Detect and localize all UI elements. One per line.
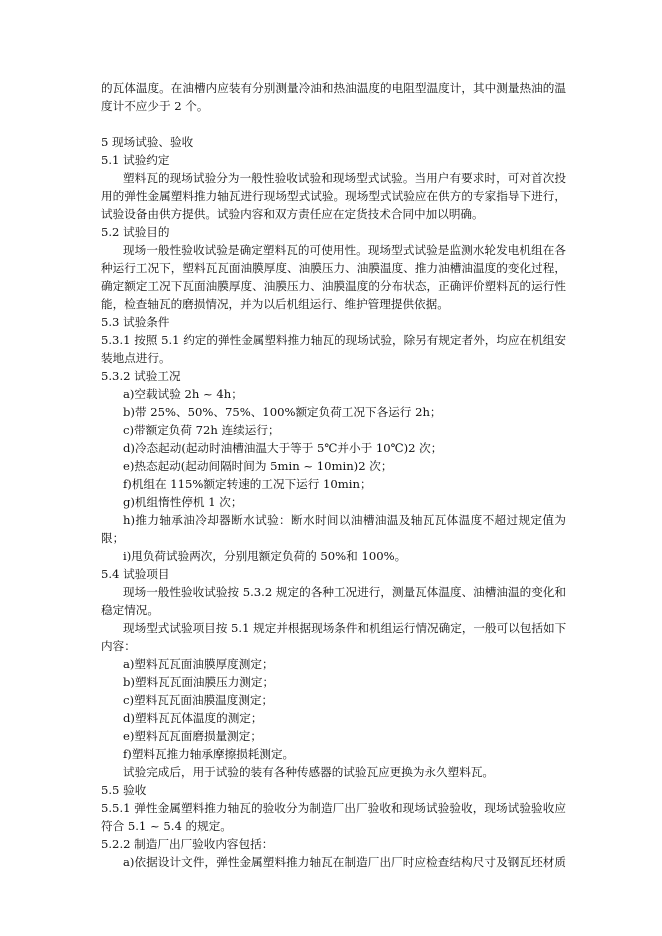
list-item: e)热态起动(起动间隔时间为 5min ~ 10min)2 次； (123, 459, 393, 473)
text-line: 用的弹性金属塑料推力轴瓦进行现场型式试验。现场型式试验应在供方的专家指导下进行， (101, 189, 566, 203)
text-line: 装地点进行。 (101, 351, 171, 365)
section-heading: 5 现场试验、验收 (101, 135, 194, 149)
list-item: f)机组在 115%额定转速的工况下运行 10min； (123, 477, 372, 491)
list-item: h)推力轴承油冷却器断水试验：断水时间以油槽油温及轴瓦瓦体温度不超过规定值为 (123, 513, 566, 527)
list-item: i)甩负荷试验两次，分别甩额定负荷的 50%和 100%。 (123, 549, 407, 563)
subsection-heading: 5.5 验收 (101, 783, 147, 797)
list-item: d)冷态起动(起动时油槽油温大于等于 5℃并小于 10℃)2 次； (123, 441, 443, 455)
list-item: a)依据设计文件，弹性金属塑料推力轴瓦在制造厂出厂时应检查结构尺寸及钢瓦坯材质 (123, 855, 566, 869)
text-line: 符合 5.1 ~ 5.4 的规定。 (101, 819, 232, 833)
list-item: c)塑料瓦瓦面油膜温度测定； (123, 693, 274, 707)
list-item: g)机组惰性停机 1 次； (123, 495, 243, 509)
text-line: 塑料瓦的现场试验分为一般性验收试验和现场型式试验。当用户有要求时，可对首次投 (123, 171, 566, 185)
list-item: f)塑料瓦推力轴承摩擦损耗测定。 (123, 747, 295, 761)
subsection-heading: 5.2 试验目的 (101, 225, 170, 239)
text-line: 试验完成后，用于试验的装有各种传感器的试验瓦应更换为永久塑料瓦。 (123, 765, 495, 779)
text-line: 稳定情况。 (101, 603, 159, 617)
subsection-heading: 5.4 试验项目 (101, 567, 170, 581)
list-item: c)带额定负荷 72h 连续运行； (123, 423, 280, 437)
subsection-heading: 5.1 试验约定 (101, 153, 170, 167)
text-line: 5.3.1 按照 5.1 约定的弹性金属塑料推力轴瓦的现场试验，除另有规定者外，均应在机组安 (101, 333, 566, 347)
text-line: 现场型式试验项目按 5.1 规定并根据现场条件和机组运行情况确定，一般可以包括如下 (123, 621, 566, 635)
list-item: b)塑料瓦瓦面油膜压力测定； (123, 675, 275, 689)
text-line: 能，检查轴瓦的磨损情况，并为以后机组运行、维护管理提供依据。 (101, 297, 449, 311)
subsection-heading: 5.2.2 制造厂出厂验收内容包括： (101, 837, 274, 851)
text-line: 确定额定工况下瓦面油膜厚度、油膜压力、油膜温度的分布状态，正确评价塑料瓦的运行性 (101, 279, 566, 293)
list-item: a)塑料瓦瓦面油膜厚度测定； (123, 657, 274, 671)
text-line: 的瓦体温度。在油槽内应装有分别测量冷油和热油温度的电阻型温度计，其中测量热油的温 (101, 81, 566, 95)
text-line: 内容： (101, 639, 136, 653)
list-item: d)塑料瓦瓦体温度的测定； (123, 711, 263, 725)
list-item: b)带 25%、50%、75%、100%额定负荷工况下各运行 2h； (123, 405, 442, 419)
subsection-heading: 5.3 试验条件 (101, 315, 170, 329)
text-line: 5.5.1 弹性金属塑料推力轴瓦的验收分为制造厂出厂验收和现场试验验收，现场试验验收应 (101, 801, 566, 815)
text-line: 度计不应少于 2 个。 (101, 99, 209, 113)
text-line: 种运行工况下，塑料瓦瓦面油膜厚度、油膜压力、油膜温度、推力油槽油温度的变化过程， (101, 261, 566, 275)
list-item: a)空载试验 2h ~ 4h； (123, 387, 243, 401)
text-line: 现场一般性验收试验按 5.3.2 规定的各种工况进行，测量瓦体温度、油槽油温的变化和 (123, 585, 566, 599)
subsection-heading: 5.3.2 试验工况 (101, 369, 181, 383)
text-line: 试验设备由供方提供。试验内容和双方责任应在定货技术合同中加以明确。 (101, 207, 484, 221)
list-item: e)塑料瓦瓦面磨损量测定； (123, 729, 262, 743)
text-line: 限； (101, 531, 125, 545)
text-line: 现场一般性验收试验是确定塑料瓦的可使用性。现场型式试验是监测水轮发电机组在各 (123, 243, 566, 257)
